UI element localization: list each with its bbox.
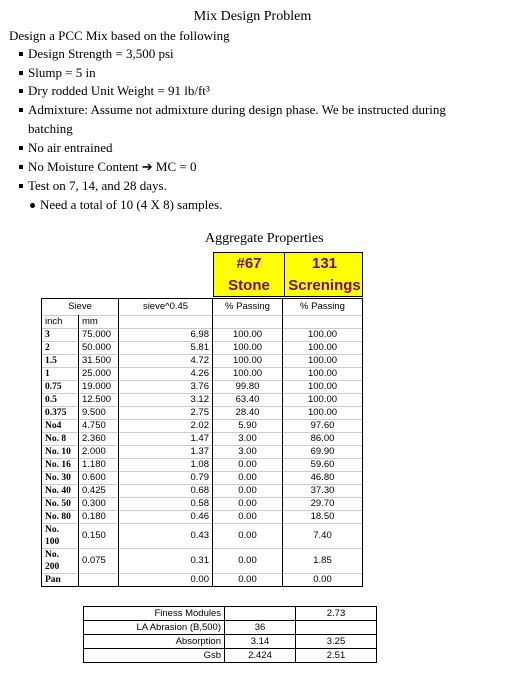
- table-row: [42, 420, 363, 433]
- table-row: [42, 342, 363, 355]
- table-row: [42, 394, 363, 407]
- bullet-continuation: batching: [28, 121, 73, 136]
- sieve-inch-cell: No. 16: [42, 459, 79, 472]
- table-row: [42, 472, 363, 485]
- stone-passing-cell: 0.00: [213, 485, 283, 498]
- sieve-mm-cell: 19.000: [79, 381, 119, 394]
- sieve-inch-cell: Pan: [42, 574, 79, 587]
- sieve-exp-cell: 6.98: [119, 329, 213, 342]
- table-row: [42, 485, 363, 498]
- sieve-inch-cell: 2: [42, 342, 79, 355]
- stone-passing-cell: 3.00: [213, 446, 283, 459]
- table-row: [42, 381, 363, 394]
- aggregate-header-box: [213, 252, 363, 297]
- stone-passing-cell: 100.00: [213, 329, 283, 342]
- table-row: [42, 549, 363, 574]
- screenings-passing-cell: 100.00: [283, 394, 363, 407]
- sieve-exp-cell: 2.02: [119, 420, 213, 433]
- sieve-exp-header: sieve^0.45: [119, 299, 213, 316]
- screenings-passing-cell: 46.80: [283, 472, 363, 485]
- bullet-item: Dry rodded Unit Weight = 91 lb/ft³: [19, 83, 210, 99]
- sieve-exp-cell: 0.46: [119, 511, 213, 524]
- sieve-mm-cell: 1.180: [79, 459, 119, 472]
- sieve-exp-cell: 0.31: [119, 549, 213, 574]
- bullet-square-icon: [19, 89, 23, 93]
- sieve-mm-cell: 25.000: [79, 368, 119, 381]
- screenings-passing-cell: 97.60: [283, 420, 363, 433]
- sieve-inch-cell: 0.75: [42, 381, 79, 394]
- screenings-passing-cell: 59.60: [283, 459, 363, 472]
- agg2-name-line1: 131: [311, 255, 338, 272]
- sieve-exp-cell: 0.79: [119, 472, 213, 485]
- stone-passing-cell: 5.90: [213, 420, 283, 433]
- stone-passing-cell: 0.00: [213, 511, 283, 524]
- screenings-passing-cell: 1.85: [283, 549, 363, 574]
- stone-passing-cell: 3.00: [213, 433, 283, 446]
- sieve-exp-cell: 1.37: [119, 446, 213, 459]
- bullet-dot-icon: [30, 203, 35, 208]
- sieve-mm-cell: 0.600: [79, 472, 119, 485]
- sieve-exp-cell: 1.47: [119, 433, 213, 446]
- sieve-mm-cell: 0.150: [79, 524, 119, 549]
- screenings-passing-cell: 18.50: [283, 511, 363, 524]
- table-row: [42, 368, 363, 381]
- sieve-inch-cell: 0.5: [42, 394, 79, 407]
- sieve-exp-cell: 1.08: [119, 459, 213, 472]
- stone-passing-cell: 28.40: [213, 407, 283, 420]
- sieve-inch-cell: No. 30: [42, 472, 79, 485]
- table-row: [42, 446, 363, 459]
- sieve-inch-cell: No4: [42, 420, 79, 433]
- pass2-header: % Passing: [283, 299, 363, 316]
- table-row: [42, 498, 363, 511]
- stone-passing-cell: 100.00: [213, 342, 283, 355]
- sieve-exp-cell: 2.75: [119, 407, 213, 420]
- table-row: [42, 329, 363, 342]
- page-title: Mix Design Problem: [193, 9, 312, 24]
- agg1-name-line1: #67: [236, 255, 262, 272]
- stone-passing-cell: 0.00: [213, 498, 283, 511]
- bullet-square-icon: [19, 108, 23, 112]
- aggregate-properties-title: Aggregate Properties: [205, 231, 324, 246]
- screenings-passing-cell: 100.00: [283, 355, 363, 368]
- table-subheader-row: [42, 316, 363, 329]
- pass1-header: % Passing: [213, 299, 283, 316]
- table-row: [42, 524, 363, 549]
- sieve-inch-cell: No. 200: [42, 549, 79, 574]
- bullet-item: No Moisture Content ➔ MC = 0: [19, 159, 196, 175]
- sieve-mm-cell: 9.500: [79, 407, 119, 420]
- sieve-exp-cell: 0.68: [119, 485, 213, 498]
- table-header-row: [42, 299, 363, 316]
- sieve-header: Sieve: [42, 299, 119, 316]
- stone-passing-cell: 0.00: [213, 524, 283, 549]
- bullet-item: Slump = 5 in: [19, 65, 96, 81]
- bullet-square-icon: [19, 52, 23, 56]
- sieve-mm-cell: 31.500: [79, 355, 119, 368]
- summary-row: Finess Modules 2.73: [84, 607, 377, 621]
- sieve-exp-cell: 0.58: [119, 498, 213, 511]
- stone-passing-cell: 99.80: [213, 381, 283, 394]
- screenings-passing-cell: 100.00: [283, 329, 363, 342]
- sieve-inch-cell: No. 100: [42, 524, 79, 549]
- stone-passing-cell: 0.00: [213, 574, 283, 587]
- stone-passing-cell: 0.00: [213, 472, 283, 485]
- bullet-item: Design Strength = 3,500 psi: [19, 46, 174, 62]
- screenings-passing-cell: 29.70: [283, 498, 363, 511]
- sieve-inch-cell: 1.5: [42, 355, 79, 368]
- sieve-exp-cell: 4.26: [119, 368, 213, 381]
- sub-bullet-item: Need a total of 10 (4 X 8) samples.: [30, 197, 222, 213]
- screenings-passing-cell: 100.00: [283, 381, 363, 394]
- bullet-item: Test on 7, 14, and 28 days.: [19, 178, 167, 194]
- bullet-item: No air entrained: [19, 140, 112, 156]
- sieve-mm-cell: 0.180: [79, 511, 119, 524]
- sieve-inch-cell: No. 80: [42, 511, 79, 524]
- stone-passing-cell: 63.40: [213, 394, 283, 407]
- table-row: [42, 511, 363, 524]
- stone-passing-cell: 100.00: [213, 355, 283, 368]
- sieve-mm-cell: 0.075: [79, 549, 119, 574]
- table-row: [42, 459, 363, 472]
- sieve-exp-cell: 3.12: [119, 394, 213, 407]
- sieve-exp-cell: 3.76: [119, 381, 213, 394]
- sieve-table: [41, 298, 363, 587]
- bullet-item: Admixture: Assume not admixture during design phase. We be instructed during: [19, 102, 446, 118]
- sieve-inch-cell: No. 8: [42, 433, 79, 446]
- sieve-inch-cell: No. 10: [42, 446, 79, 459]
- aggregate-summary-table: [83, 606, 377, 663]
- sieve-inch-cell: No. 40: [42, 485, 79, 498]
- bullet-square-icon: [19, 184, 23, 188]
- bullet-square-icon: [19, 165, 23, 169]
- agg1-name-line2: Stone: [228, 277, 270, 294]
- sieve-mm-cell: 12.500: [79, 394, 119, 407]
- stone-passing-cell: 0.00: [213, 549, 283, 574]
- screenings-passing-cell: 100.00: [283, 342, 363, 355]
- stone-passing-cell: 0.00: [213, 459, 283, 472]
- table-row: [42, 574, 363, 587]
- sieve-inch-cell: No. 50: [42, 498, 79, 511]
- summary-row: Gsb 2.424 2.51: [84, 649, 377, 663]
- screenings-passing-cell: 69.90: [283, 446, 363, 459]
- sieve-mm-cell: 2.000: [79, 446, 119, 459]
- sieve-mm-cell: 2.360: [79, 433, 119, 446]
- sieve-inch-cell: 0.375: [42, 407, 79, 420]
- screenings-passing-cell: 37.30: [283, 485, 363, 498]
- screenings-passing-cell: 86.00: [283, 433, 363, 446]
- sieve-mm-cell: 0.300: [79, 498, 119, 511]
- summary-row: LA Abrasion (B,500) 36: [84, 621, 377, 635]
- table-row: [42, 433, 363, 446]
- sieve-exp-cell: 5.81: [119, 342, 213, 355]
- intro-text: Design a PCC Mix based on the following: [9, 28, 230, 43]
- stone-passing-cell: 100.00: [213, 368, 283, 381]
- sieve-mm-cell: [79, 574, 119, 587]
- sieve-mm-cell: 50.000: [79, 342, 119, 355]
- screenings-passing-cell: 0.00: [283, 574, 363, 587]
- screenings-passing-cell: 100.00: [283, 407, 363, 420]
- sieve-inch-cell: 3: [42, 329, 79, 342]
- table-row: [42, 355, 363, 368]
- bullet-square-icon: [19, 146, 23, 150]
- screenings-passing-cell: 7.40: [283, 524, 363, 549]
- sieve-inch-cell: 1: [42, 368, 79, 381]
- sieve-exp-cell: 0.00: [119, 574, 213, 587]
- mm-header: mm: [79, 316, 119, 329]
- table-row: [42, 407, 363, 420]
- sieve-mm-cell: 0.425: [79, 485, 119, 498]
- screenings-passing-cell: 100.00: [283, 368, 363, 381]
- inch-header: inch: [42, 316, 79, 329]
- sieve-exp-cell: 4.72: [119, 355, 213, 368]
- summary-row: Absorption 3.14 3.25: [84, 635, 377, 649]
- agg2-name-line2: Screnings: [288, 277, 361, 294]
- sieve-mm-cell: 75.000: [79, 329, 119, 342]
- sieve-mm-cell: 4.750: [79, 420, 119, 433]
- sieve-exp-cell: 0.43: [119, 524, 213, 549]
- bullet-square-icon: [19, 71, 23, 75]
